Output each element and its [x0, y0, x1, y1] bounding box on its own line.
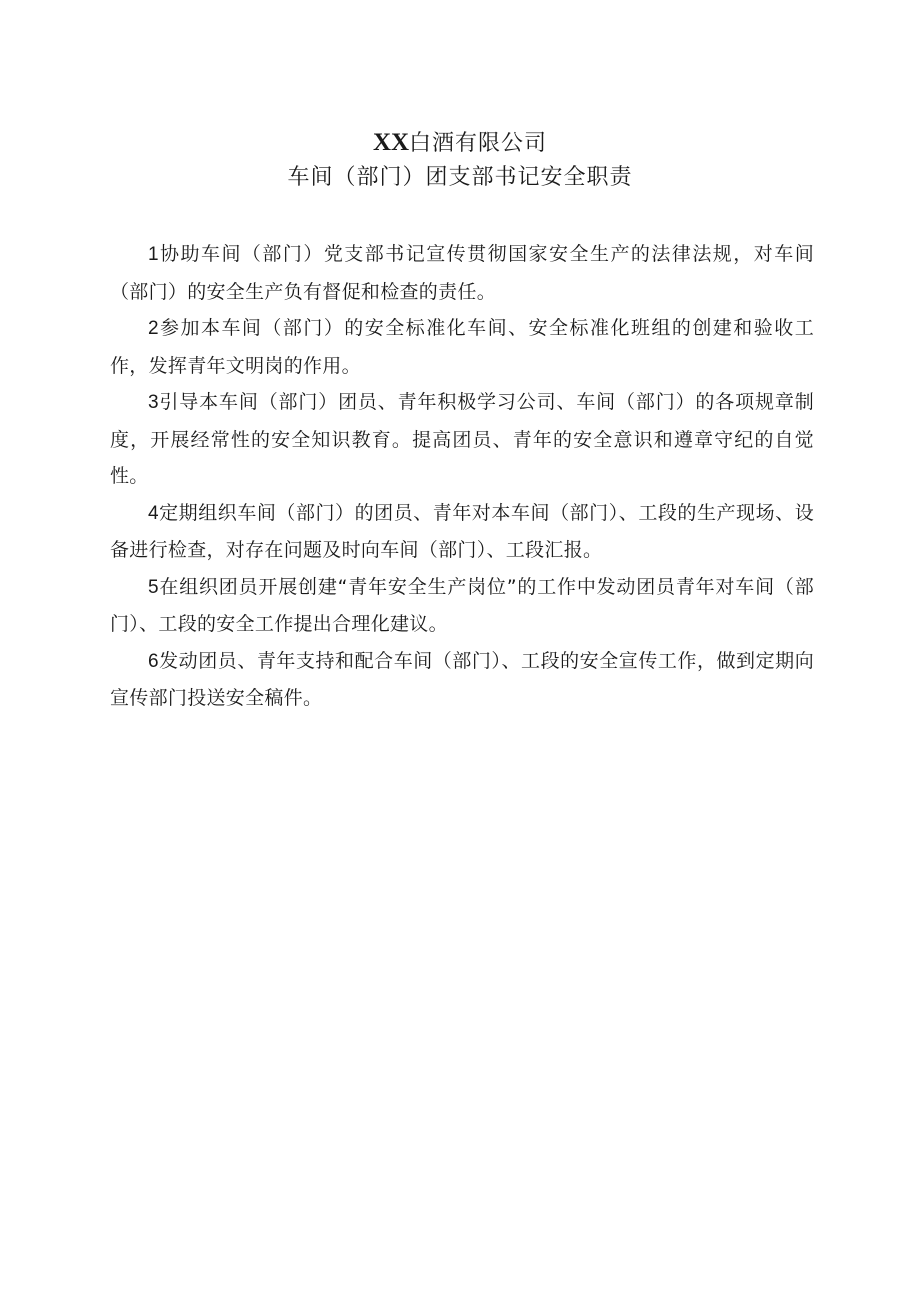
duty-number: 1: [148, 244, 159, 265]
title-company: 白酒有限公司: [409, 131, 548, 156]
document-title: [0, 126, 920, 161]
duty-number: 4: [148, 502, 159, 524]
duty-number: 5: [148, 576, 159, 598]
duty-item: [110, 384, 814, 495]
duty-number: 2: [148, 318, 159, 339]
title-prefix: XX: [372, 129, 410, 156]
duty-item: [110, 569, 814, 643]
duty-item: [110, 236, 814, 310]
duty-text: 在组织团员开展创建“青年安全生产岗位”的工作中发动团员青年对车间（部门）、工段的安全工作提出合理化建议。: [110, 575, 814, 635]
duty-item: [110, 310, 814, 384]
title-block: [0, 126, 920, 195]
duty-item: [110, 643, 814, 717]
duty-text: 参加本车间（部门）的安全标准化车间、安全标准化班组的创建和验收工作，发挥青年文明岗的作用。: [110, 317, 814, 377]
duty-text: 发动团员、青年支持和配合车间（部门）、工段的安全宣传工作，做到定期向宣传部门投送安全稿件。: [110, 649, 814, 709]
duty-text: 引导本车间（部门）团员、青年积极学习公司、车间（部门）的各项规章制度，开展经常性的安全知识教育。提高团员、青年的安全意识和遵章守纪的自觉性。: [110, 391, 814, 487]
duty-number: 6: [148, 650, 159, 672]
document-subtitle: 车间（部门）团支部书记安全职责: [287, 165, 633, 190]
duties-list: [110, 236, 814, 717]
duty-text: 协助车间（部门）党支部书记宣传贯彻国家安全生产的法律法规，对车间（部门）的安全生产负有督促和检查的责任。: [110, 243, 814, 303]
duty-item: [110, 495, 814, 569]
duty-text: 定期组织车间（部门）的团员、青年对本车间（部门）、工段的生产现场、设备进行检查，对存在问题及时向车间（部门）、工段汇报。: [110, 501, 814, 561]
duty-number: 3: [148, 392, 159, 413]
